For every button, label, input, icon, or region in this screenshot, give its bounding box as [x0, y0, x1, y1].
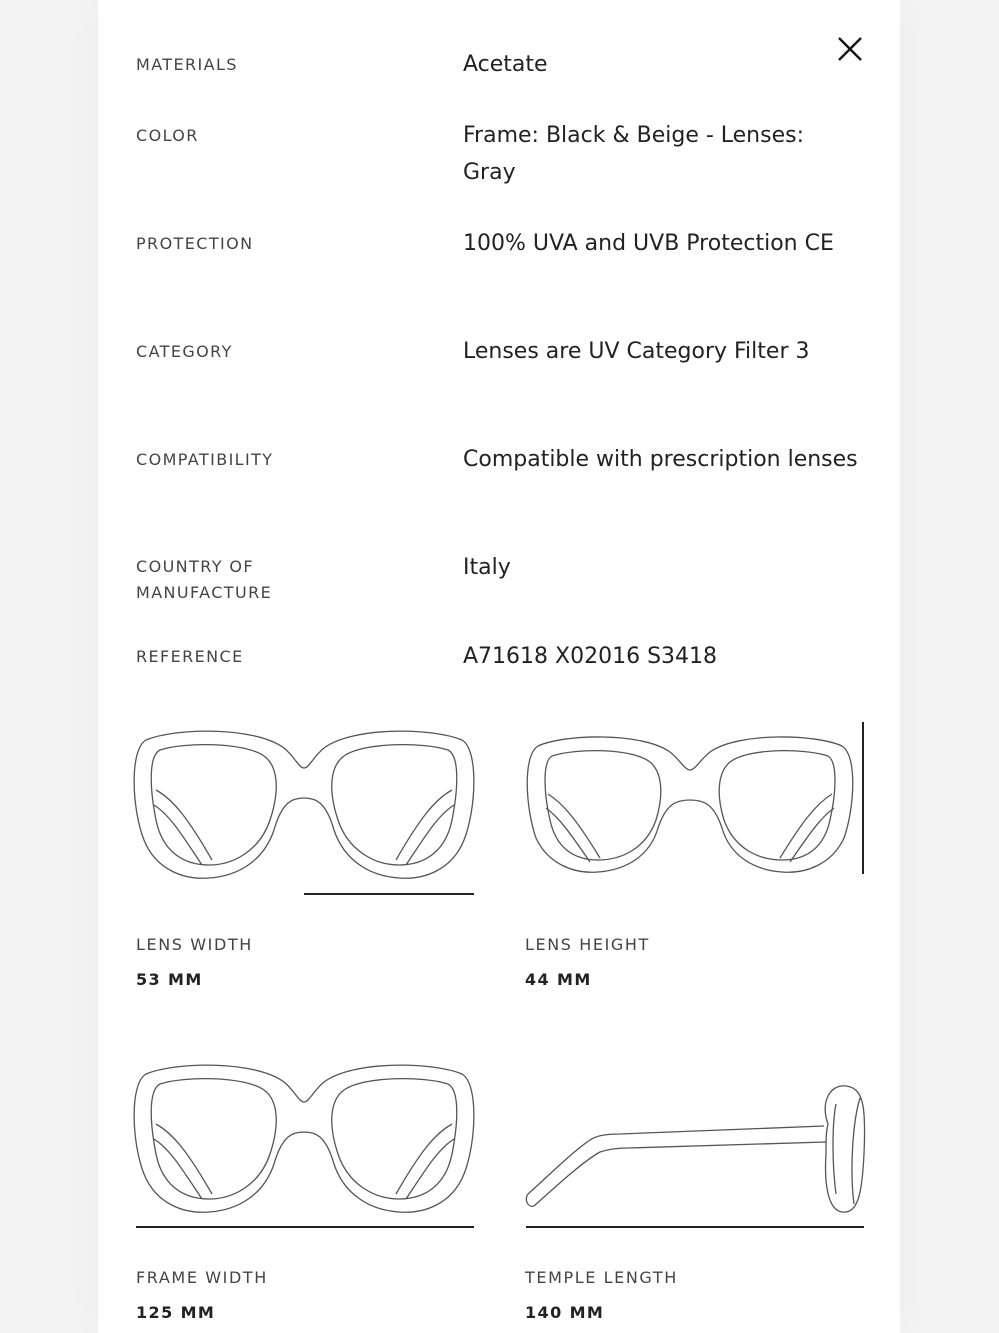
spec-value-category: Lenses are UV Category Filter 3 — [463, 339, 810, 364]
spec-label-reference: REFERENCE — [136, 647, 244, 666]
spec-label-color: COLOR — [136, 126, 199, 145]
lens-height-diagram — [524, 720, 864, 900]
spec-label-country: COUNTRY OF MANUFACTURE — [136, 557, 273, 602]
spec-value-country: Italy — [463, 555, 511, 580]
spec-label-compatibility: COMPATIBILITY — [136, 450, 274, 469]
frame-width-diagram — [134, 1054, 474, 1234]
spec-value-compatibility: Compatible with prescription lenses — [463, 447, 858, 472]
dim-label-lens-height: LENS HEIGHT — [525, 935, 650, 954]
dim-value-frame-width: 125 MM — [136, 1303, 216, 1322]
spec-label-protection: PROTECTION — [136, 234, 254, 253]
lens-width-diagram — [134, 720, 474, 900]
spec-value-reference: A71618 X02016 S3418 — [463, 644, 718, 669]
dim-label-frame-width: FRAME WIDTH — [136, 1268, 268, 1287]
spec-label-materials: MATERIALS — [136, 55, 238, 74]
dim-value-lens-height: 44 MM — [525, 970, 592, 989]
spec-value-protection: 100% UVA and UVB Protection CE — [463, 231, 834, 256]
spec-value-color: Frame: Black & Beige - Lenses: Gray — [463, 123, 804, 185]
dim-label-lens-width: LENS WIDTH — [136, 935, 253, 954]
spec-label-category: CATEGORY — [136, 342, 233, 361]
dim-value-temple-length: 140 MM — [525, 1303, 605, 1322]
dim-label-temple-length: TEMPLE LENGTH — [525, 1268, 678, 1287]
temple-length-diagram — [524, 1054, 864, 1234]
spec-value-materials: Acetate — [463, 52, 548, 77]
dim-value-lens-width: 53 MM — [136, 970, 203, 989]
